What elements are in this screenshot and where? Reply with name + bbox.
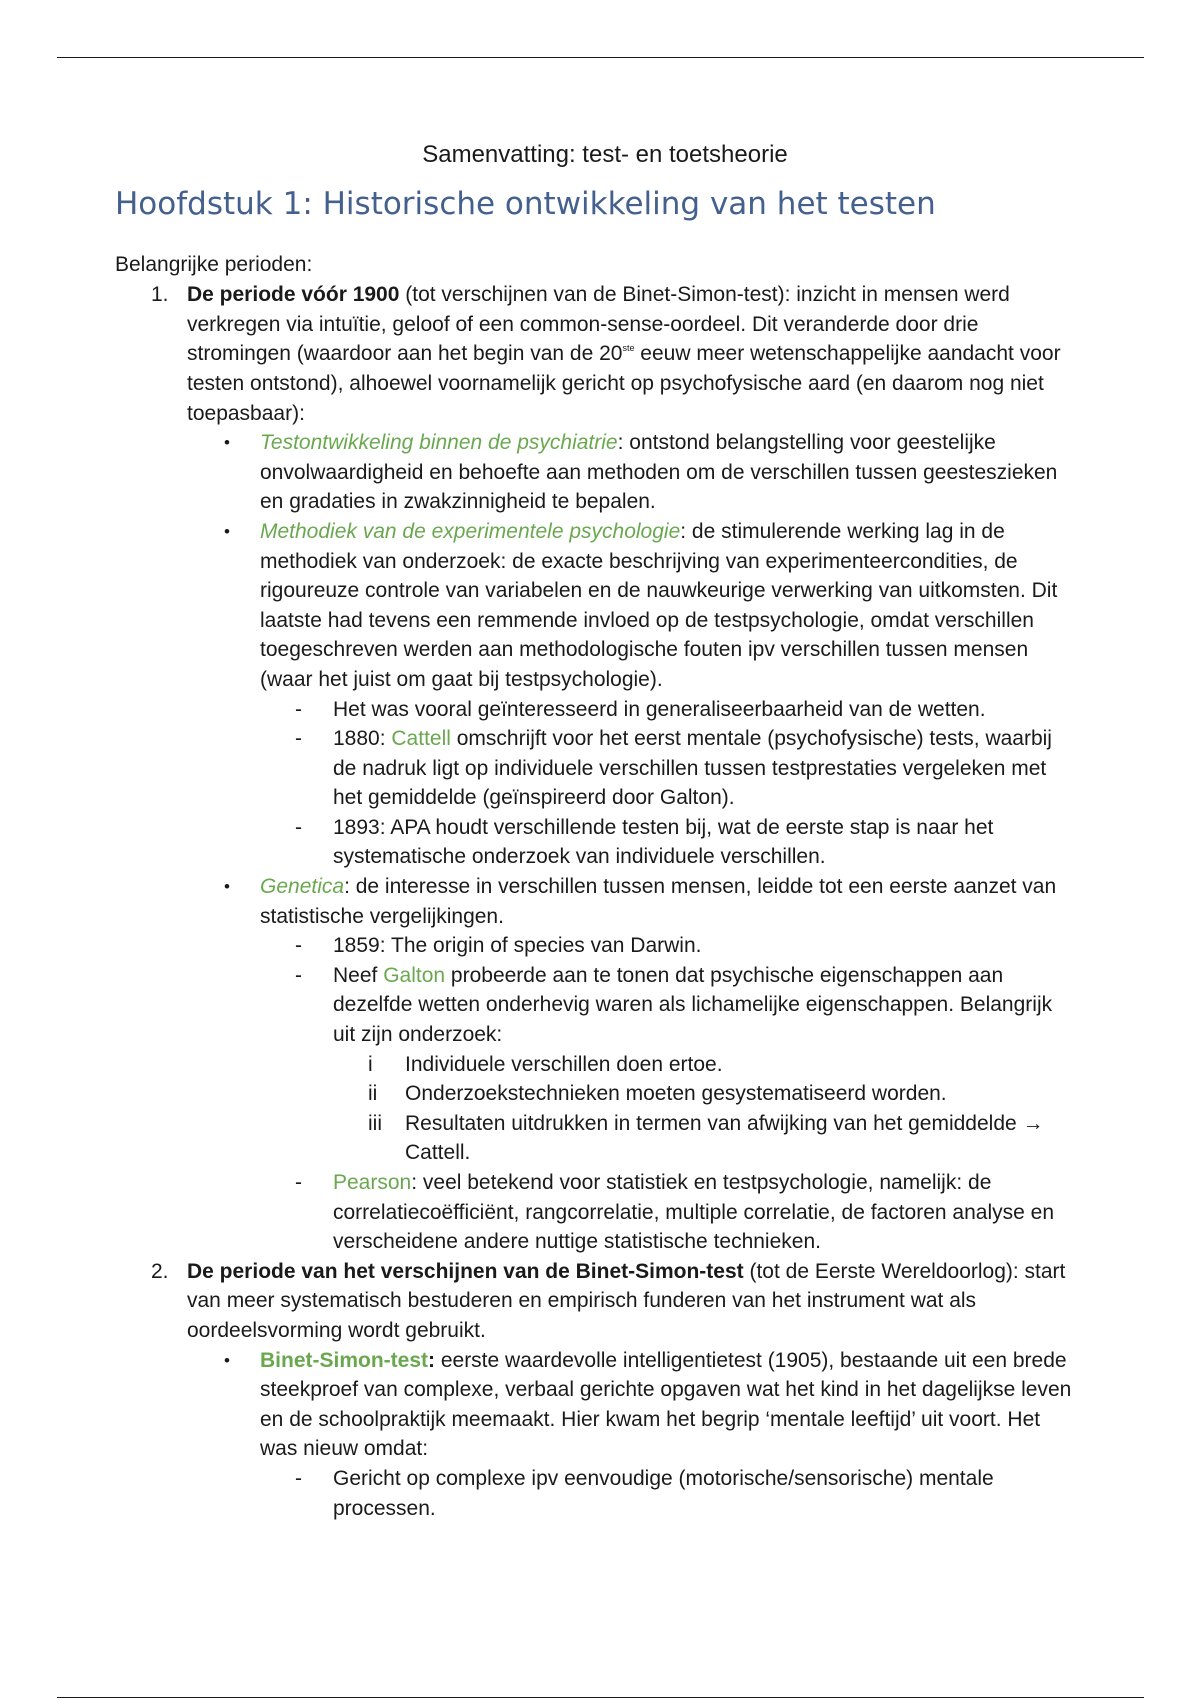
name-highlight: Galton [383, 963, 446, 987]
dash-icon: - [295, 697, 302, 721]
name-highlight: Pearson [333, 1171, 412, 1194]
roman-text: Individuele verschillen doen ertoe. [405, 1052, 723, 1076]
period-text-cont: eeuw meer wetenschappelijke aandacht voor testen ontstond), alhoewel voornamelijk gericht op psychofysische aard (en daarom nog niet toepasbaar): [187, 342, 1061, 425]
dash-item [115, 961, 1075, 1050]
term-highlight: Binet-Simon-test [260, 1348, 428, 1372]
chapter-heading: Hoofdstuk 1: Historische ontwikkeling van het testen [115, 185, 936, 222]
dash-item [115, 695, 1075, 725]
document-page [115, 140, 1075, 1523]
term-highlight: Testontwikkeling binnen de psychiatrie [260, 431, 618, 455]
bullet-item [115, 872, 1075, 931]
period-title: De periode vóór 1900 [187, 283, 400, 307]
bullet-text: : ontstond belangstelling voor geestelijke onvolwaardigheid en behoefte aan methoden om de verschillen tussen geesteszieken en gradaties in zwakzinnigheid te bepalen. [260, 431, 1058, 514]
bullet-item [115, 1346, 1075, 1464]
dash-text: 1859: The origin of species van Darwin. [333, 934, 702, 958]
dash-icon: - [295, 1171, 302, 1194]
bullet-icon: • [224, 433, 230, 453]
roman-text: Onderzoekstechnieken moeten gesystematiseerd worden. [405, 1082, 947, 1106]
period-text: (tot verschijnen van de Binet-Simon-test): inzicht in mensen werd verkregen via intuïtie, geloof of een common-sense-oordeel. Dit veranderde door drie stromingen (waardoor aan het begin van de 20 [187, 283, 1010, 366]
dash-item [115, 813, 1075, 872]
roman-item [115, 1109, 1075, 1168]
bullet-item [115, 517, 1075, 695]
bullet-text: : de interesse in verschillen tussen mensen, leidde tot een eerste aanzet van statistische vergelijkingen. [260, 875, 1057, 928]
term-highlight: Genetica [260, 875, 345, 899]
bullet-icon: • [224, 1350, 230, 1370]
dash-text-cont: omschrijft voor het eerst mentale (psychofysische) tests, waarbij de nadruk ligt op individuele verschillen tussen testprestaties vergeleken met het gemiddelde (geïnspireerd door Galton). [333, 727, 1052, 810]
dash-item [115, 1168, 1075, 1257]
bullet-item [115, 428, 1075, 517]
term-highlight: Methodiek van de experimentele psychologie [260, 519, 681, 543]
roman-number: ii [368, 1082, 378, 1106]
period-title: De periode van het verschijnen van de Binet-Simon-test [187, 1259, 744, 1283]
term-colon: : [428, 1348, 435, 1372]
dash-item [115, 931, 1075, 961]
dash-text: 1893: APA houdt verschillende testen bij, wat de eerste stap is naar het systematische onderzoek van individuele verschillen. [333, 815, 994, 869]
dash-text-cont: probeerde aan te tonen dat psychische eigenschappen aan dezelfde wetten onderhevig waren als lichamelijke eigenschappen. Belangrijk uit zijn onderzoek: [333, 963, 1053, 1047]
name-highlight: Cattell [391, 727, 451, 751]
document-title: Samenvatting: test- en toetsheorie [422, 141, 788, 168]
superscript: ste [622, 343, 635, 354]
dash-text: 1880: [333, 727, 392, 751]
intro-text: Belangrijke perioden: [115, 252, 313, 276]
bullet-text: : de stimulerende werking lag in de methodiek van onderzoek: de exacte beschrijving van experimenteercondities, de rigoureuze controle van variabelen en de nauwkeurige verwerking van uitkomsten. Dit laatste had tevens een remmende invloed op de testpsychologie, omdat verschillen toegeschreven werden aan methodologische fouten ipv verschillen tussen mensen (waar het juist om gaat bij testpsychologie). [260, 519, 1058, 691]
dash-icon: - [295, 815, 302, 839]
roman-item [115, 1050, 1075, 1080]
roman-item [115, 1079, 1075, 1109]
dash-text: Neef [333, 963, 384, 987]
dash-icon: - [295, 934, 302, 958]
bullet-icon: • [224, 877, 230, 897]
dash-item [115, 724, 1075, 813]
roman-text: Resultaten uitdrukken in termen van afwijking van het gemiddelde → Cattell. [405, 1111, 1044, 1165]
list-item-period-2 [115, 1257, 1075, 1346]
footer-rule [57, 1697, 1144, 1698]
roman-number: i [368, 1052, 373, 1076]
dash-icon: - [295, 963, 302, 987]
dash-text: Het was vooral geïnteresseerd in generaliseerbaarheid van de wetten. [333, 697, 986, 721]
dash-icon: - [295, 727, 302, 751]
header-rule [57, 57, 1144, 58]
bullet-text: eerste waardevolle intelligentietest (1905), bestaande uit een brede steekproef van complexe, verbaal gerichte opgaven wat het kind in het dagelijkse leven en de schoolpraktijk meemaakt. Hier kwam het begrip ‘mentale leeftijd’ uit voort. Het was nieuw omdat: [260, 1348, 1072, 1461]
period-text: (tot de Eerste Wereldoorlog): start van meer systematisch bestuderen en empirisch funderen van het instrument wat als oordeelsvorming wordt gebruikt. [187, 1259, 1066, 1342]
dash-text: Gericht op complexe ipv eenvoudige (motorische/sensorische) mentale processen. [333, 1466, 994, 1520]
dash-text: : veel betekend voor statistiek en testpsychologie, namelijk: de correlatiecoëfficiënt, rangcorrelatie, multiple correlatie, de factoren analyse en verscheidene andere nuttige statistische technieken. [333, 1171, 1054, 1254]
dash-item [115, 1464, 1075, 1523]
list-number: 1. [151, 283, 169, 307]
list-item-period-1 [115, 280, 1075, 428]
roman-number: iii [368, 1111, 382, 1135]
dash-icon: - [295, 1466, 302, 1490]
bullet-icon: • [224, 521, 230, 541]
list-number: 2. [151, 1259, 169, 1283]
